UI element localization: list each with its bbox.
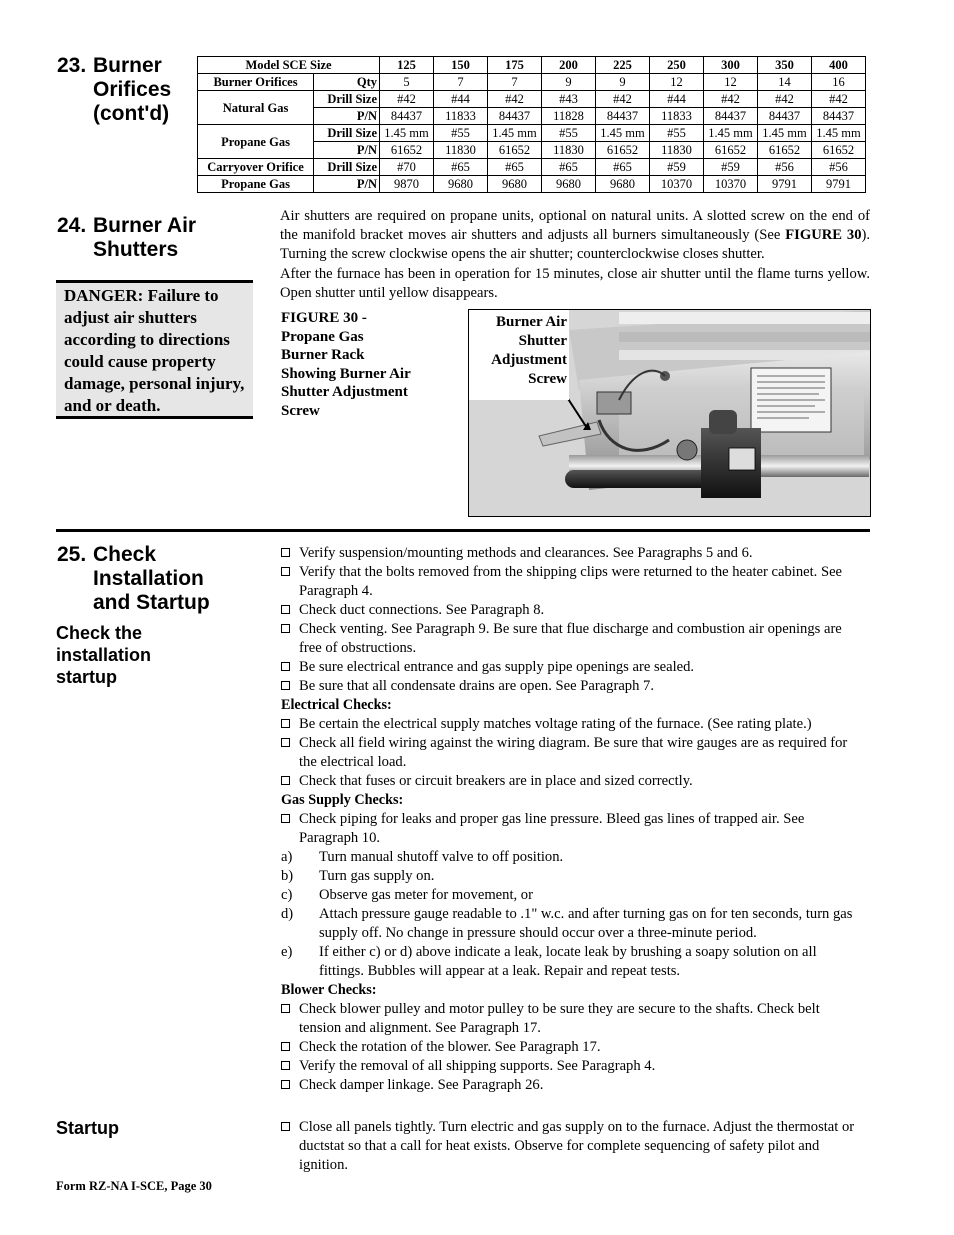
step-text: Observe gas meter for movement, or <box>319 887 533 903</box>
table-cell: 11830 <box>650 142 704 159</box>
table-row-sublabel: P/N <box>314 142 380 159</box>
table-cell: 61652 <box>380 142 434 159</box>
table-cell: #42 <box>758 91 812 108</box>
table-cell: 84437 <box>704 108 758 125</box>
table-cell: 9680 <box>542 176 596 193</box>
checkbox-icon[interactable] <box>281 662 290 671</box>
step-text: Attach pressure gauge readable to .1" w.c. and after turning gas on for ten seconds, turn gas supply off. No change in pressure should occur over a three-minute period. <box>319 906 853 941</box>
table-cell: 84437 <box>758 108 812 125</box>
table-cell: #65 <box>596 159 650 176</box>
step-text: Turn manual shutoff valve to off position. <box>319 849 564 865</box>
checkbox-icon[interactable] <box>281 719 290 728</box>
step-text: Turn gas supply on. <box>319 868 435 884</box>
step-text: If either c) or d) above indicate a leak, locate leak by brushing a soapy solution on all fittings. Bubbles will appear at a leak. Repair and repeat tests. <box>319 944 817 979</box>
table-cell: 1.45 mm <box>812 125 866 142</box>
photo-callout-label: Burner Air Shutter Adjustment Screw <box>491 314 567 387</box>
step-letter: b) <box>281 868 294 884</box>
table-cell: #65 <box>488 159 542 176</box>
table-cell: 1.45 mm <box>704 125 758 142</box>
table-cell: #55 <box>650 125 704 142</box>
table-cell: 11833 <box>434 108 488 125</box>
checkbox-icon[interactable] <box>281 605 290 614</box>
checklist-item <box>281 734 859 772</box>
table-cell: #42 <box>488 91 542 108</box>
air-shutter-paragraph-1: Air shutters are required on propane units, optional on natural units. A slotted screw on the end of the manifold bracket moves air shutters and adjusts all burners simultaneously (See FIGURE 30). Turning the screw clockwise opens the air shutter; counterclockwise closes shutter. <box>280 208 871 262</box>
checkbox-icon[interactable] <box>281 624 290 633</box>
startup-checklist-item: Close all panels tightly. Turn electric and gas supply on to the furnace. Adjust the thermostat or ductstat so that a call for heat exists. Observe for complete sequencing of safety pilot and ignition. <box>281 1118 859 1175</box>
table-cell: 11830 <box>434 142 488 159</box>
table-cell: 16 <box>812 74 866 91</box>
checkbox-icon[interactable] <box>281 1004 290 1013</box>
table-row <box>198 125 866 142</box>
table-cell: 12 <box>704 74 758 91</box>
orifice-table <box>197 56 866 193</box>
table-row-sublabel: Qty <box>314 74 380 91</box>
checkbox-icon[interactable] <box>281 1080 290 1089</box>
burner-rack-photo <box>468 309 871 517</box>
checklist-item-text: Verify that the bolts removed from the shipping clips were returned to the heater cabinet. See Paragraph 4. <box>299 564 843 599</box>
checklist-item <box>281 810 859 848</box>
check-installation-subheading: Check the installation startup <box>56 623 152 687</box>
table-size-header: 250 <box>650 57 704 74</box>
section-23-heading: 23. Burner Orifices (cont'd) <box>57 54 172 125</box>
checkbox-icon[interactable] <box>281 814 290 823</box>
checkbox-icon[interactable] <box>281 681 290 690</box>
checklist-item <box>281 658 859 677</box>
checklist-item <box>281 1076 859 1095</box>
checklist-item <box>281 601 859 620</box>
table-cell: 84437 <box>380 108 434 125</box>
table-row <box>198 159 866 176</box>
checklist-item <box>281 1038 859 1057</box>
checkbox-icon[interactable] <box>281 776 290 785</box>
table-size-header: 175 <box>488 57 542 74</box>
table-cell: #42 <box>812 91 866 108</box>
page-footer: Form RZ-NA I-SCE, Page 30 <box>56 1179 212 1193</box>
checklist-item <box>281 772 859 791</box>
checklist-item <box>281 1057 859 1076</box>
checklist-item-text: Check that fuses or circuit breakers are in place and sized correctly. <box>299 773 693 789</box>
table-cell: #44 <box>650 91 704 108</box>
table-cell: #65 <box>434 159 488 176</box>
table-row <box>198 74 866 91</box>
checklist-item-text: Check venting. See Paragraph 9. Be sure that flue discharge and combustion air openings are free of obstructions. <box>299 621 842 656</box>
table-cell: 9680 <box>488 176 542 193</box>
table-size-header: 225 <box>596 57 650 74</box>
table-cell: #59 <box>650 159 704 176</box>
section-24-heading: 24. Burner Air Shutters <box>57 214 197 261</box>
table-row-sublabel: P/N <box>314 176 380 193</box>
section-divider <box>56 529 870 532</box>
table-row-label: Carryover Orifice <box>198 159 314 176</box>
checklist-item-text: Check all field wiring against the wiring diagram. Be sure that wire gauges are as required for the electrical load. <box>299 735 848 770</box>
table-cell: #42 <box>380 91 434 108</box>
table-cell: 84437 <box>596 108 650 125</box>
checklist-item <box>281 715 859 734</box>
figure-30-caption: FIGURE 30 - Propane Gas Burner Rack Showing Burner Air Shutter Adjustment Screw <box>281 310 411 419</box>
gas-check-step <box>281 867 859 886</box>
checklist-item-text: Be certain the electrical supply matches voltage rating of the furnace. (See rating plate.) <box>299 716 812 732</box>
table-cell: 61652 <box>488 142 542 159</box>
table-cell: 9870 <box>380 176 434 193</box>
installation-checklist <box>281 544 859 1095</box>
checklist-item-text: Verify the removal of all shipping supports. See Paragraph 4. <box>299 1058 656 1074</box>
checklist-item <box>281 544 859 563</box>
table-cell: #42 <box>704 91 758 108</box>
checklist-item-text: Check duct connections. See Paragraph 8. <box>299 602 545 618</box>
checklist-item-text: Check damper linkage. See Paragraph 26. <box>299 1077 544 1093</box>
table-cell: #65 <box>542 159 596 176</box>
table-cell: 11833 <box>650 108 704 125</box>
table-size-header: 150 <box>434 57 488 74</box>
table-cell: 5 <box>380 74 434 91</box>
table-cell: 9 <box>542 74 596 91</box>
table-row <box>198 176 866 193</box>
orifice-table-wrapper <box>197 56 866 193</box>
checklist-item-text: Be sure that all condensate drains are open. See Paragraph 7. <box>299 678 654 694</box>
table-cell: 61652 <box>704 142 758 159</box>
checkbox-icon[interactable] <box>281 1122 290 1131</box>
table-cell: 14 <box>758 74 812 91</box>
table-cell: 61652 <box>758 142 812 159</box>
table-cell: 61652 <box>596 142 650 159</box>
table-size-header: 400 <box>812 57 866 74</box>
table-cell: 1.45 mm <box>380 125 434 142</box>
checkbox-icon[interactable] <box>281 548 290 557</box>
checklist-item-text: Check piping for leaks and proper gas line pressure. Bleed gas lines of trapped air. See Paragraph 10. <box>299 811 805 846</box>
startup-subheading: Startup <box>56 1118 119 1138</box>
checklist-item <box>281 677 859 696</box>
table-cell: #70 <box>380 159 434 176</box>
startup-item <box>281 1118 859 1175</box>
gas-check-step <box>281 848 859 867</box>
table-size-header: 350 <box>758 57 812 74</box>
gas-check-step <box>281 943 859 981</box>
table-cell: 9791 <box>758 176 812 193</box>
checklist-item-text: Verify suspension/mounting methods and clearances. See Paragraphs 5 and 6. <box>299 545 753 561</box>
table-cell: #42 <box>596 91 650 108</box>
table-cell: 11830 <box>542 142 596 159</box>
table-cell: #55 <box>434 125 488 142</box>
table-header-row <box>198 57 866 74</box>
step-letter: c) <box>281 887 293 903</box>
electrical-checks-heading: Electrical Checks: <box>281 697 392 713</box>
section-25-heading: 25. Check Installation and Startup <box>57 543 210 614</box>
table-size-header: 200 <box>542 57 596 74</box>
table-row-label: Propane Gas <box>198 125 314 159</box>
checkbox-icon[interactable] <box>281 567 290 576</box>
table-cell: 7 <box>488 74 542 91</box>
checklist-item-text: Be sure electrical entrance and gas supply pipe openings are sealed. <box>299 659 695 675</box>
table-cell: #56 <box>758 159 812 176</box>
checklist-item-text: Check blower pulley and motor pulley to be sure they are secure to the shafts. Check belt tension and alignment. See Paragraph 17. <box>299 1001 820 1036</box>
checklist-item <box>281 563 859 601</box>
table-cell: #55 <box>542 125 596 142</box>
air-shutter-paragraph-2: After the furnace has been in operation for 15 minutes, close air shutter until the flame turns yellow. Open shutter until yellow disappears. <box>280 266 870 301</box>
table-cell: #44 <box>434 91 488 108</box>
blower-checks-heading: Blower Checks: <box>281 982 377 998</box>
gas-check-step <box>281 905 859 943</box>
checklist-item <box>281 1000 859 1038</box>
table-cell: 61652 <box>812 142 866 159</box>
table-cell: 10370 <box>650 176 704 193</box>
table-cell: 9680 <box>596 176 650 193</box>
table-cell: 10370 <box>704 176 758 193</box>
gas-supply-checks-heading: Gas Supply Checks: <box>281 792 404 808</box>
table-cell: 9 <box>596 74 650 91</box>
table-cell: #56 <box>812 159 866 176</box>
checkbox-icon[interactable] <box>281 1042 290 1051</box>
checklist-item-text: Check the rotation of the blower. See Paragraph 17. <box>299 1039 601 1055</box>
table-row <box>198 91 866 108</box>
gas-check-step <box>281 886 859 905</box>
checklist-item <box>281 620 859 658</box>
table-header-label: Model SCE Size <box>198 57 380 74</box>
table-cell: 12 <box>650 74 704 91</box>
table-cell: 11828 <box>542 108 596 125</box>
table-cell: #59 <box>704 159 758 176</box>
table-row-label: Propane Gas <box>198 176 314 193</box>
table-cell: 1.45 mm <box>758 125 812 142</box>
table-cell: 1.45 mm <box>488 125 542 142</box>
table-cell: 7 <box>434 74 488 91</box>
table-cell: #43 <box>542 91 596 108</box>
checkbox-icon[interactable] <box>281 738 290 747</box>
table-size-header: 125 <box>380 57 434 74</box>
table-row-sublabel: P/N <box>314 108 380 125</box>
table-row-sublabel: Drill Size <box>314 159 380 176</box>
table-row-sublabel: Drill Size <box>314 91 380 108</box>
table-size-header: 300 <box>704 57 758 74</box>
table-row-label: Burner Orifices <box>198 74 314 91</box>
table-cell: 84437 <box>812 108 866 125</box>
step-letter: a) <box>281 849 293 865</box>
table-cell: 1.45 mm <box>596 125 650 142</box>
table-cell: 9680 <box>434 176 488 193</box>
table-row-sublabel: Drill Size <box>314 125 380 142</box>
danger-notice: DANGER: Failure to adjust air shutters according to directions could cause property damage, personal injury, and or death. <box>56 280 253 419</box>
table-row-label: Natural Gas <box>198 91 314 125</box>
table-cell: 84437 <box>488 108 542 125</box>
step-letter: d) <box>281 906 294 922</box>
table-cell: 9791 <box>812 176 866 193</box>
step-letter: e) <box>281 944 293 960</box>
checkbox-icon[interactable] <box>281 1061 290 1070</box>
